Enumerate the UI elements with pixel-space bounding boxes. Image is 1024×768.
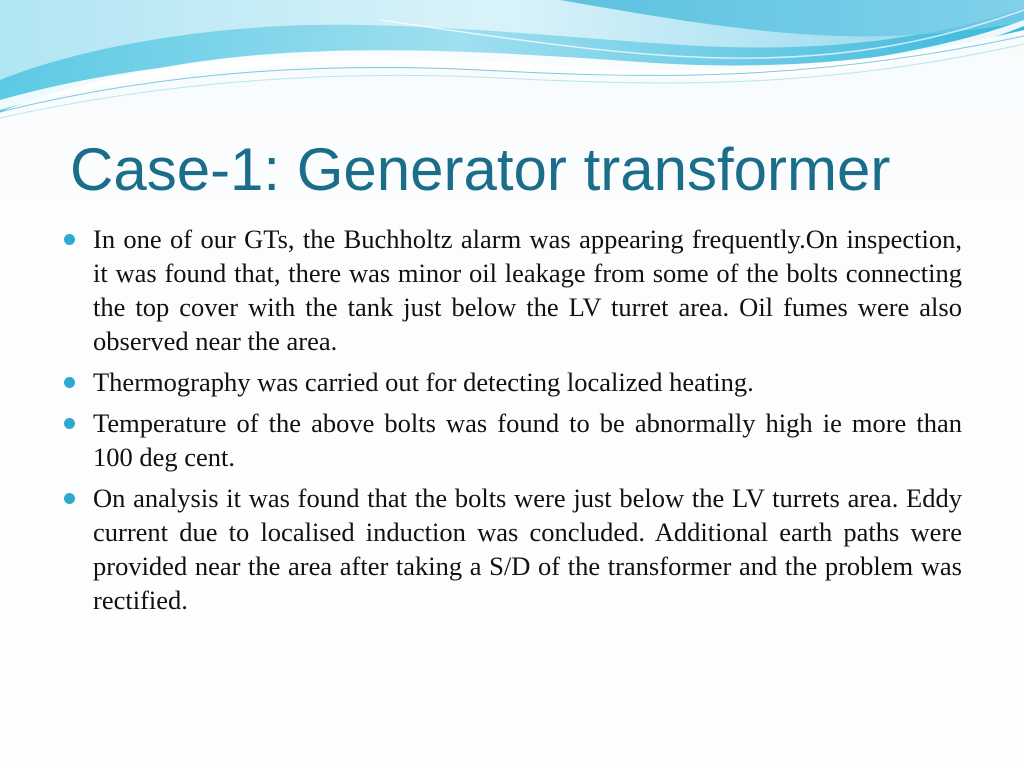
bullet-dot-icon — [64, 234, 75, 245]
slide-title: Case-1: Generator transformer — [70, 136, 891, 203]
bullet-list — [64, 222, 962, 624]
bullet-text: In one of our GTs, the Buchholtz alarm was appearing frequently.On inspection, it was found that, there was minor oil leakage from some of the bolts connecting the top cover with the tank just below the LV turret area. Oil fumes were also observed near the area. — [93, 224, 962, 356]
bullet-text: On analysis it was found that the bolts were just below the LV turrets area. Eddy current due to localised induction was concluded. Additional earth paths were provided near the area after taking a S/D of the transformer and the problem was rectified. — [93, 483, 962, 615]
bullet-dot-icon — [64, 493, 75, 504]
bullet-text: Temperature of the above bolts was found to be abnormally high ie more than 100 deg cent. — [93, 408, 962, 472]
bullet-item — [64, 222, 962, 358]
bullet-dot-icon — [64, 418, 75, 429]
bullet-dot-icon — [64, 377, 75, 388]
bullet-item — [64, 481, 962, 617]
bullet-item — [64, 406, 962, 474]
bullet-text: Thermography was carried out for detecting localized heating. — [93, 367, 754, 397]
bullet-item — [64, 365, 962, 399]
top-wave-decoration — [0, 0, 1024, 130]
